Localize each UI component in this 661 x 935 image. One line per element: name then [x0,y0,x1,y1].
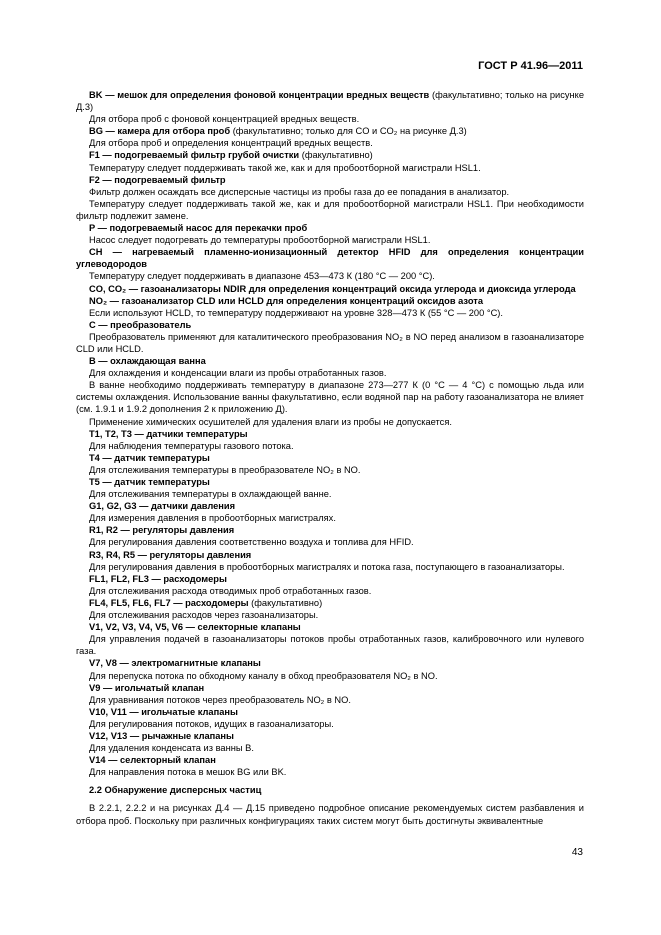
term-text: (факультативно; только на рисунке Д.3) [76,90,584,113]
term-label: F2 — подогреваемый фильтр [89,174,226,185]
term-entry [76,754,584,766]
term-description [76,331,584,355]
term-label: V12, V13 — рычажные клапаны [89,730,234,741]
term-entry [76,295,584,307]
term-label: G1, G2, G3 — датчики давления [89,501,236,512]
term-entry [76,452,584,464]
term-entry [76,222,584,234]
term-text: Для отслеживания температуры в преобразователе NO₂ в NO. [89,464,361,475]
term-entry [76,682,584,694]
term-entry [76,657,584,669]
term-description [76,488,584,500]
term-text: Для регулирования давления соответственно воздуха и топлива для HFID. [89,537,414,548]
term-text: (факультативно) [248,597,323,608]
term-text: Если используют HCLD, то температуру поддерживают на уровне 328—473 К (55 °С — 200 °С). [89,307,503,318]
term-text: Для управления подачей в газоанализаторы потоков пробы отработанных газов, калибровочного или нулевого газа. [76,634,584,657]
term-entry [76,621,584,633]
term-text: Для отслеживания расхода отводимых проб отработанных газов. [89,585,372,596]
term-text: Для регулирования давления в пробоотборных магистралях и потока газа, поступающего в газоанализаторы. [89,561,565,572]
term-label: BG — камера для отбора проб [89,126,231,137]
term-label: V10, V11 — игольчатые клапаны [89,706,238,717]
term-label: F1 — подогреваемый фильтр грубой очистки [89,150,300,161]
term-text: Для охлаждения и конденсации влаги из пробы отработанных газов. [89,368,387,379]
section-paragraph: В 2.2.1, 2.2.2 и на рисунках Д.4 — Д.15 приведено подробное описание рекомендуемых систем разбавления и отбора проб. Поскольку при различных конфигурациях таких систем могут быть достигнуты эквивалентные [76,803,584,826]
term-entry [76,428,584,440]
term-entry [76,283,584,295]
term-description [76,512,584,524]
term-label: B — охлаждающая ванна [89,356,206,367]
term-label: V9 — игольчатый клапан [89,682,205,693]
term-label: V7, V8 — электромагнитные клапаны [89,658,261,669]
term-entry [76,476,584,488]
term-text: Для отбора проб с фоновой концентрацией вредных веществ. [89,114,360,125]
term-description [76,137,584,149]
term-entry [76,355,584,367]
term-label: NO₂ — газоанализатор CLD или HCLD для определения концентраций оксидов азота [89,295,483,306]
term-text: Применение химических осушителей для удаления влаги из пробы не допускается. [89,416,452,427]
term-description [76,416,584,428]
term-description [76,379,584,415]
term-text: Насос следует подогревать до температуры пробоотборной магистрали HSL1. [89,235,431,246]
term-description [76,367,584,379]
term-entry [76,573,584,585]
term-entry [76,549,584,561]
term-text: Для направления потока в мешок BG или BK. [89,767,287,778]
term-text: Для перепуска потока по обходному каналу в обход преобразователя NO₂ в NO. [89,670,438,681]
term-description [76,561,584,573]
term-entry [76,89,584,113]
term-label: BK — мешок для определения фоновой концентрации вредных веществ [89,90,430,100]
term-label: FL1, FL2, FL3 — расходомеры [89,573,227,584]
term-label: R1, R2 — регуляторы давления [89,525,235,536]
term-text: (факультативно) [299,150,373,161]
term-description [76,609,584,621]
term-description [76,307,584,319]
term-description [76,162,584,174]
document-body [76,89,584,827]
term-text: Для отслеживания расходов через газоанализаторы. [89,610,319,621]
term-text: Для уравнивания потоков через преобразователь NO₂ в NO. [89,694,351,705]
term-description [76,113,584,125]
term-entry [76,149,584,161]
term-label: V14 — селекторный клапан [89,755,216,766]
term-description [76,440,584,452]
term-description [76,766,584,778]
term-label: T4 — датчик температуры [89,452,210,463]
term-label: T1, T2, T3 — датчики температуры [89,428,248,439]
term-label: CO, CO₂ — газоанализаторы NDIR для определения концентраций оксида углерода и диоксида углерода [89,283,576,294]
term-description [76,536,584,548]
term-text: Для регулирования потоков, идущих в газоанализаторы. [89,718,334,729]
term-label: P — подогреваемый насос для перекачки проб [89,223,308,234]
term-label: FL4, FL5, FL6, FL7 — расходомеры [89,597,249,608]
term-description [76,742,584,754]
section-heading: 2.2 Обнаружение дисперсных частиц [89,785,262,796]
term-text: (факультативно; только для CO и CO₂ на рисунке Д.3) [230,126,467,137]
term-label: V1, V2, V3, V4, V5, V6 — селекторные клапаны [89,622,301,633]
term-entry [76,174,584,186]
term-entry [76,246,584,270]
term-description [76,198,584,222]
term-description [76,585,584,597]
term-entry [76,706,584,718]
term-description [76,234,584,246]
term-entry [76,125,584,137]
term-description [76,270,584,282]
term-description [76,633,584,657]
term-description [76,694,584,706]
term-text: Температуру следует поддерживать такой же, как и для пробоотборной магистрали HSL1. При необходимости фильтр подлежит замене. [76,198,584,221]
term-text: Преобразователь применяют для каталитического преобразования NO₂ в NO перед анализом в газоанализаторе CLD или HCLD. [76,331,584,354]
term-entry [76,500,584,512]
term-text: Для наблюдения температуры газового потока. [89,440,294,451]
term-text: Для измерения давления в пробоотборных магистралях. [89,513,336,524]
term-description [76,670,584,682]
term-description [76,718,584,730]
term-entry [76,730,584,742]
term-label: T5 — датчик температуры [89,477,210,487]
term-text: В ванне необходимо поддерживать температуру в диапазоне 273—277 К (0 °С — 4 °С) с помощью льда или системы охлаждения. Использование ванны факультативно, если водяной пар на работу газоанализатора не влияет (см. 1.9.1 и 1.9.2 дополнения 2 к приложению Д). [76,380,584,415]
page-number: 43 [571,847,583,858]
term-text: Для удаления конденсата из ванны B. [89,743,254,754]
term-description [76,186,584,198]
term-text: Для отбора проб и определения концентраций вредных веществ. [89,138,373,149]
term-text: Температуру следует поддерживать такой же, как и для пробоотборной магистрали HSL1. [89,162,481,173]
term-entry [76,524,584,536]
term-text: Для отслеживания температуры в охлаждающей ванне. [89,489,332,500]
term-description [76,464,584,476]
standard-number: ГОСТ Р 41.96—2011 [478,60,583,72]
term-text: Температуру следует поддерживать в диапазоне 453—473 К (180 °С — 200 °С). [89,271,435,282]
term-label: CH — нагреваемый пламенно-ионизационный детектор HFID для определения концентрации углеводородов [76,247,584,270]
term-label: R3, R4, R5 — регуляторы давления [89,549,252,560]
term-entry [76,597,584,609]
term-entry [76,319,584,331]
term-text: Фильтр должен осаждать все дисперсные частицы из пробы газа до ее попадания в анализатор. [89,186,510,197]
term-label: C — преобразователь [89,319,192,330]
